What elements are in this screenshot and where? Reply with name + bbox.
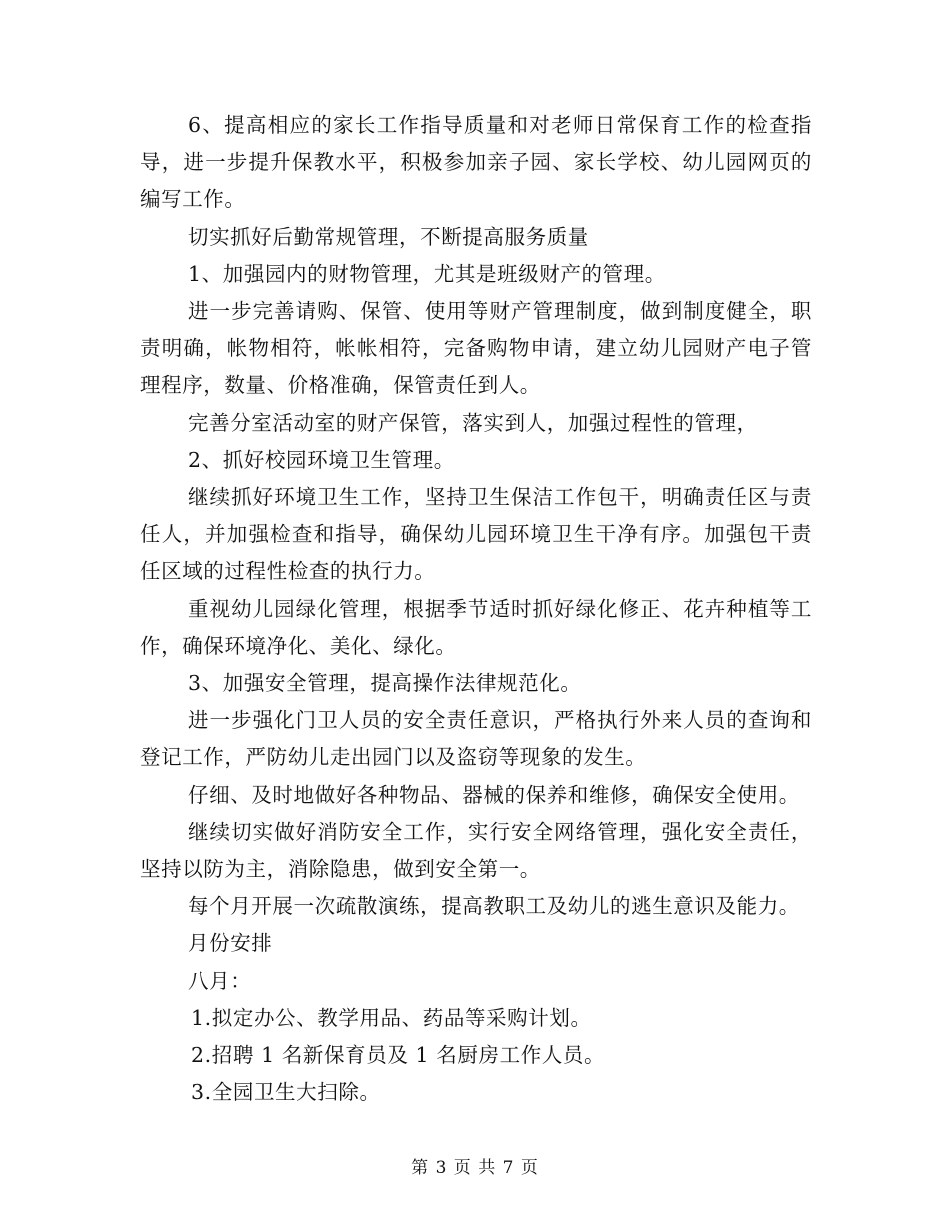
paragraph: 重视幼儿园绿化管理，根据季节适时抓好绿化修正、花卉种植等工作，确保环境净化、美化、绿化。 [140, 596, 812, 658]
subheading: 1、加强园内的财物管理，尤其是班级财产的管理。 [188, 261, 666, 286]
list-item: 3.全园卫生大扫除。 [191, 1080, 381, 1105]
paragraph: 6、提高相应的家长工作指导质量和对老师日常保育工作的检查指导，进一步提升保教水平，积极参加亲子园、家长学校、幼儿园网页的编写工作。 [140, 113, 812, 212]
paragraph: 仔细、及时地做好各种物品、器械的保养和维修，确保安全使用。 [188, 782, 800, 807]
list-item: 2.招聘 1 名新保育员及 1 名厨房工作人员。 [191, 1043, 606, 1068]
paragraph: 每个月开展一次疏散演练，提高教职工及幼儿的逃生意识及能力。 [188, 894, 800, 919]
paragraph: 进一步完善请购、保管、使用等财产管理制度，做到制度健全，职责明确，帐物相符，帐帐相符，完备购物申请，建立幼儿园财产电子管理程序，数量、价格准确，保管责任到人。 [140, 299, 812, 398]
document-body [140, 107, 812, 1111]
month-heading: 八月： [188, 968, 252, 993]
paragraph: 继续抓好环境卫生工作，坚持卫生保洁工作包干，明确责任区与责任人，并加强检查和指导，确保幼儿园环境卫生干净有序。加强包干责任区域的过程性检查的执行力。 [140, 485, 812, 584]
subheading: 3、加强安全管理，提高操作法律规范化。 [188, 671, 582, 696]
subheading: 2、抓好校园环境卫生管理。 [188, 447, 455, 472]
section-heading: 切实抓好后勤常规管理，不断提高服务质量 [188, 224, 589, 249]
page-number-footer: 第 3 页 共 7 页 [411, 1158, 539, 1178]
section-heading: 月份安排 [188, 931, 273, 956]
paragraph: 继续切实做好消防安全工作，实行安全网络管理，强化安全责任，坚持以防为主，消除隐患，做到安全第一。 [140, 819, 812, 882]
paragraph: 完善分室活动室的财产保管，落实到人，加强过程性的管理， [188, 410, 758, 435]
paragraph: 进一步强化门卫人员的安全责任意识，严格执行外来人员的查询和登记工作，严防幼儿走出园门以及盗窃等现象的发生。 [140, 708, 812, 770]
list-item: 1.拟定办公、教学用品、药品等采购计划。 [191, 1005, 592, 1030]
